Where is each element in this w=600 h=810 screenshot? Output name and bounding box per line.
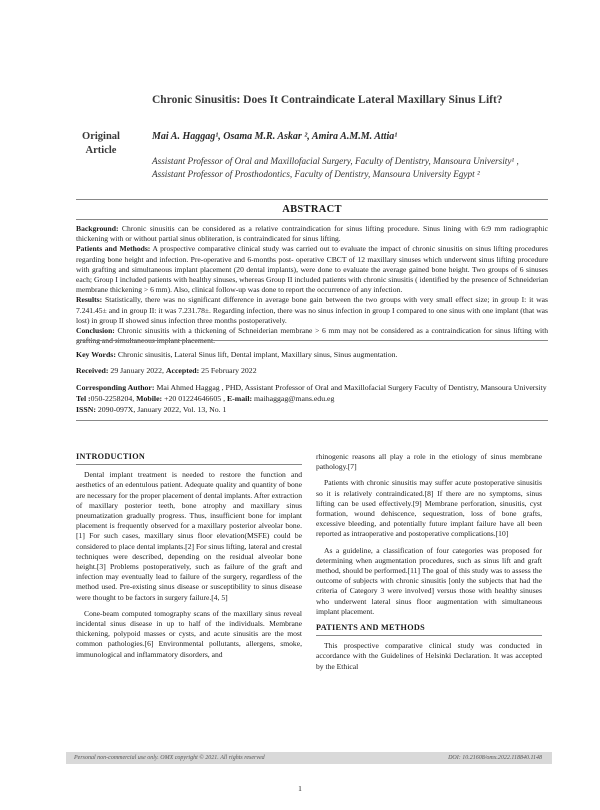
right-paragraph-3: As a guideline, a classification of four categories was proposed for determining when augmentation procedures, such as sinus lift and graft method, should be performed.[11] The goal of this study was to assess the outcome of subjects with chronic sinusitis [only the subjects that had the criteria of Category 3 were involved] versus those with healthy sinuses who underwent lateral sinus floor augmentation with simultaneous implant placement. [316,545,542,616]
introduction-heading: INTRODUCTION [76,452,302,465]
left-column [76,452,302,666]
dates-line: Received: 29 January 2022, Accepted: 25 February 2022 [76,366,257,375]
footer-bar [66,752,552,764]
abstract-body [76,224,548,346]
article-type-label: Original Article [82,131,120,156]
methods-heading: PATIENTS AND METHODS [316,623,542,636]
abstract-results: Results: Statistically, there was no significant difference in average bone gain between the two groups with very small effect size; in group I: it was 7.241.45± and in group II: it was 7.231.78±. Regarding infection, there was no sinus infection in group I compared to one sinus with one implant (that was lost) in group II showed sinus infection three months postoperatively. [76,295,548,325]
abstract-bottom-rule [76,340,548,341]
meta-bottom-rule [76,420,548,421]
right-column [316,452,542,678]
intro-paragraph-1: Dental implant treatment is needed to restore the function and aesthetics of an edentulous patient. Adequate quality and quantity of bone are necessary for the proper placement of dental implants. After extraction of maxillary posterior teeth, bone atrophy and maxillary sinus pneumatization gradually progress. Thus, insufficient bone for implant placement is frequently observed for a maxillary posterior alveolar bone.[1] For such cases, maxillary sinus floor elevation(MSFE) could be considered to place dental implants.[2] For sinus lifting, lateral and crestal techniques were described, depending on the residual alveolar bone height.[3] Problems postoperatively, such as failure of the graft and infection may eventually lead to failure of the surgery, regardless of the method used. Pre-existing sinus disease or susceptibility to sinus disease were thought to be factors in surgery failure.[4, 5] [76,470,302,602]
abstract-heading: ABSTRACT [282,204,342,215]
abstract-heading-rule [76,219,548,220]
issn-line: ISSN: 2090-097X, January 2022, Vol. 13, No. 1 [76,405,227,414]
footer-doi: DOI: 10.21608/omx.2022.118840.1148 [448,755,542,761]
article-title: Chronic Sinusitis: Does It Contraindicate Lateral Maxillary Sinus Lift? [152,94,503,106]
abstract-methods: Patients and Methods: A prospective comparative clinical study was carried out to evaluate the impact of chronic sinusitis on sinus lifting procedures regarding bone height and infection. Pre-operative and 6-months post- operative CBCT of 12 maxillary sinuses which underwent sinus lifting procedure with grafting and simultaneous implant placement (20 dental implants), were done to evaluate the average gained bone height. Two groups of 6 sinuses each; Group I included patients with healthy sinuses, whereas Group II included patients with chronic sinusitis ( identified by the presence of Schneiderian membrane thickening > 6 mm). Also, clinical follow-up was done to report the occurrence of any infection. [76,244,548,295]
page-number: 1 [298,784,302,793]
author-affiliation: Assistant Professor of Oral and Maxillofacial Surgery, Faculty of Dentistry, Mansoura University¹ , Assistant Professor of Prosthodontics, Faculty of Dentistry, Mansoura University Egypt ² [152,156,519,179]
right-paragraph-1: rhinogenic reasons all play a role in the etiology of sinus membrane pathology.[7] [316,452,542,472]
footer-copyright: Personal non-commercial use only. OMX copyright © 2021. All rights reserved [74,755,265,761]
abstract-conclusion: Conclusion: Chronic sinusitis with a thickening of Schneiderian membrane > 6 mm may not be considered as a contraindication for sinus lifting with grafting and simultaneous implant placement. [76,326,548,346]
author-list: Mai A. Haggag¹, Osama M.R. Askar ², Amira A.M.M. Attia¹ [152,131,398,142]
abstract-top-rule [76,199,548,200]
corresponding-author: Corresponding Author: Mai Ahmed Haggag , PHD, Assistant Professor of Oral and Maxillofacial Surgery Faculty of Dentistry, Mansoura University Tel :050-2258204, Mobile: +20 01224646605 , E-mail: maihaggag@mans.edu.eg [76,383,547,403]
intro-paragraph-2: Cone-beam computed tomography scans of the maxillary sinus reveal incidental sinus disease in up to half of the individuals. Membrane thickening, polypoid masses or cysts, and acute sinusitis are the most common pathologies.[6] Environmental pollutants, allergens, smoke, immunological and inflammatory disorders, and [76,608,302,659]
methods-paragraph-1: This prospective comparative clinical study was conducted in accordance with the Guidelines of Helsinki Declaration. It was accepted by the Ethical [316,641,542,671]
abstract-background: Background: Chronic sinusitis can be considered as a relative contraindication for sinus lifting procedure. Sinus lining with 6:9 mm radiographic thickening with or without partial sinus obliteration, is contraindicated for sinus lifting. [76,224,548,244]
right-paragraph-2: Patients with chronic sinusitis may suffer acute postoperative sinusitis so it is relatively contraindicated.[8] If there are no symptoms, sinus lifting can be used effectively.[9] Membrane perforation, sinusitis, cyst formation, wound dehiscence, sequestration, loss of bone grafts, excessive bleeding, and potentially future implant failure have all been reported as intraoperative and postoperative complications.[10] [316,478,542,539]
keywords-line: Key Words: Chronic sinusitis, Lateral Sinus lift, Dental implant, Maxillary sinus, Sinus augmentation. [76,350,398,359]
